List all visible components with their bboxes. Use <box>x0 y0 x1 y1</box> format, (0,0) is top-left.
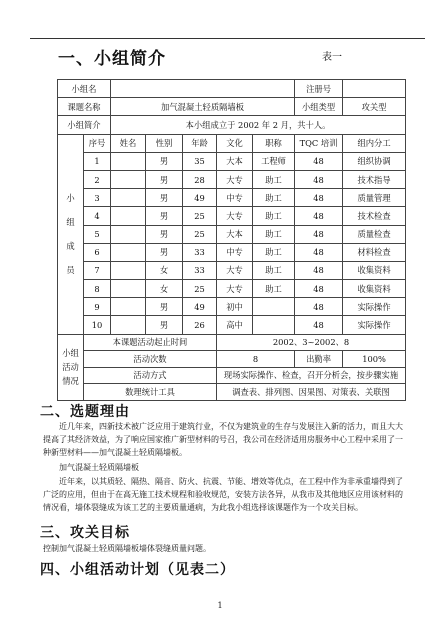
group-name-value <box>111 80 295 98</box>
cell-age: 35 <box>183 152 217 170</box>
table-tag: 表一 <box>322 52 342 63</box>
section-heading-3: 三、攻关目标 <box>40 525 130 541</box>
cell-gender: 男 <box>146 152 183 170</box>
cell-name <box>111 280 146 298</box>
cell-tqc: 48 <box>295 261 343 279</box>
cell-role: 实际操作 <box>343 316 406 334</box>
cell-title: 助工 <box>253 261 295 279</box>
cell-gender: 女 <box>146 280 183 298</box>
table-row <box>58 243 406 261</box>
cell-no: 1 <box>84 152 111 170</box>
table-row <box>58 225 406 243</box>
cell-no: 7 <box>84 261 111 279</box>
topic-label: 课题名称 <box>58 98 111 116</box>
intro-label: 小组简介 <box>58 116 111 134</box>
cell-role: 质量管理 <box>343 189 406 207</box>
cell-gender: 男 <box>146 243 183 261</box>
cell-title <box>253 298 295 316</box>
topic-value: 加气混凝土轻质隔墙板 <box>111 98 295 116</box>
paragraph: 近年来，以其质轻、隔热、隔音、防火、抗震、节能、增效等优点，在工程中作为非承重墙得到了广泛的应用，但由于在高无施工技术规程和验收规范，安装方法各异，从我市及其他地区应用该材料的情况看，墙体裂缝成为该工艺的主要质量通病，为此我小组选择该课题作为一个攻关目标。 <box>43 477 403 512</box>
cell-title: 助工 <box>253 280 295 298</box>
cell-no: 4 <box>84 207 111 225</box>
cell-edu: 中专 <box>217 243 253 261</box>
cell-title <box>253 316 295 334</box>
cell-name <box>111 170 146 188</box>
cell-role: 收集资料 <box>343 280 406 298</box>
cell-no: 10 <box>84 316 111 334</box>
attend-value: 100% <box>343 351 406 368</box>
table-row <box>58 298 406 316</box>
cell-no: 8 <box>84 280 111 298</box>
table-row <box>58 98 406 116</box>
cell-tqc: 48 <box>295 243 343 261</box>
group-info-table <box>57 79 406 401</box>
method-label: 活动方式 <box>84 367 217 384</box>
section-heading-2: 二、选题理由 <box>40 404 130 420</box>
cell-name <box>111 261 146 279</box>
count-label: 活动次数 <box>84 351 217 368</box>
period-label: 本课题活动起止时间 <box>84 334 217 351</box>
members-side-label: 小 组 成 员 <box>58 134 84 334</box>
paragraph: 近几年来，四新技术被广泛应用于建筑行业，不仅为建筑业的生存与发展注入新的活力，而且大大提高了其经济效益，为了响应国家推广新型材料的号召，我公司在经济适用房服务中心工程中采用了一种新型材料——加气混凝土轻质隔墙板。 <box>43 422 403 457</box>
cell-gender: 男 <box>146 189 183 207</box>
cell-age: 25 <box>183 225 217 243</box>
cell-no: 5 <box>84 225 111 243</box>
cell-gender: 男 <box>146 207 183 225</box>
activity-side-label: 小组 活动 情况 <box>58 334 84 400</box>
cell-title: 助工 <box>253 170 295 188</box>
cell-no: 6 <box>84 243 111 261</box>
cell-role: 材料检查 <box>343 243 406 261</box>
cell-age: 28 <box>183 170 217 188</box>
cell-edu: 大专 <box>217 261 253 279</box>
cell-role: 收集资料 <box>343 261 406 279</box>
type-label: 小组类型 <box>295 98 343 116</box>
cell-age: 49 <box>183 298 217 316</box>
table-row <box>58 207 406 225</box>
cell-name <box>111 152 146 170</box>
table-row <box>58 152 406 170</box>
cell-gender: 女 <box>146 261 183 279</box>
table-row <box>58 116 406 134</box>
cell-name <box>111 225 146 243</box>
paragraph: 控制加气混凝土轻质隔墙板墙体裂缝质量问题。 <box>43 544 211 553</box>
cell-role: 质量检查 <box>343 225 406 243</box>
tools-value: 调查表、排列图、因果图、对策表、关联图 <box>217 384 406 401</box>
table-row <box>58 261 406 279</box>
table-row <box>58 189 406 207</box>
col-header: 年龄 <box>183 134 217 152</box>
cell-age: 25 <box>183 280 217 298</box>
cell-edu: 大本 <box>217 152 253 170</box>
cell-edu: 大本 <box>217 225 253 243</box>
col-header: TQC 培训 <box>295 134 343 152</box>
cell-gender: 男 <box>146 170 183 188</box>
section-heading-4: 四、小组活动计划（见表二） <box>40 562 235 578</box>
cell-edu: 高中 <box>217 316 253 334</box>
reg-value <box>343 80 406 98</box>
table-row <box>58 316 406 334</box>
table-row <box>58 334 406 351</box>
cell-edu: 中专 <box>217 189 253 207</box>
cell-role: 组织协调 <box>343 152 406 170</box>
type-value: 攻关型 <box>343 98 406 116</box>
intro-value: 本小组成立于 2002 年 2 月，共十人。 <box>111 116 406 134</box>
cell-name <box>111 316 146 334</box>
cell-title: 助工 <box>253 243 295 261</box>
cell-name <box>111 298 146 316</box>
paragraph: 加气混凝土轻质隔墙板 <box>59 463 139 472</box>
attend-label: 出勤率 <box>295 351 343 368</box>
cell-title: 助工 <box>253 207 295 225</box>
period-value: 2002、3~2002、8 <box>217 334 406 351</box>
count-value: 8 <box>217 351 295 368</box>
cell-edu: 大专 <box>217 207 253 225</box>
cell-tqc: 48 <box>295 207 343 225</box>
cell-gender: 男 <box>146 316 183 334</box>
cell-tqc: 48 <box>295 316 343 334</box>
cell-edu: 初中 <box>217 298 253 316</box>
header-rule <box>30 38 425 39</box>
cell-tqc: 48 <box>295 189 343 207</box>
cell-title: 助工 <box>253 189 295 207</box>
table-row <box>58 80 406 98</box>
table-row <box>58 367 406 384</box>
cell-edu: 大专 <box>217 170 253 188</box>
col-header: 组内分工 <box>343 134 406 152</box>
cell-no: 2 <box>84 170 111 188</box>
reg-label: 注册号 <box>295 80 343 98</box>
cell-edu: 大专 <box>217 280 253 298</box>
table-row <box>58 351 406 368</box>
col-header: 性别 <box>146 134 183 152</box>
page-number: 1 <box>217 601 223 610</box>
table-row <box>58 384 406 401</box>
col-header: 职称 <box>253 134 295 152</box>
table-row <box>58 280 406 298</box>
cell-name <box>111 189 146 207</box>
cell-age: 33 <box>183 243 217 261</box>
cell-tqc: 48 <box>295 225 343 243</box>
group-name-label: 小组名 <box>58 80 111 98</box>
cell-age: 26 <box>183 316 217 334</box>
method-value: 现场实际操作、检查，召开分析会，按步骤实施 <box>217 367 406 384</box>
cell-tqc: 48 <box>295 152 343 170</box>
cell-age: 25 <box>183 207 217 225</box>
cell-name <box>111 243 146 261</box>
cell-tqc: 48 <box>295 298 343 316</box>
cell-age: 33 <box>183 261 217 279</box>
cell-name <box>111 207 146 225</box>
cell-title: 工程师 <box>253 152 295 170</box>
table-row <box>58 170 406 188</box>
cell-gender: 男 <box>146 298 183 316</box>
section-heading-1: 一、小组简介 <box>58 49 166 69</box>
cell-tqc: 48 <box>295 170 343 188</box>
col-header: 姓名 <box>111 134 146 152</box>
table-header-row <box>58 134 406 152</box>
tools-label: 数理统计工具 <box>84 384 217 401</box>
cell-age: 49 <box>183 189 217 207</box>
cell-gender: 男 <box>146 225 183 243</box>
cell-no: 3 <box>84 189 111 207</box>
cell-no: 9 <box>84 298 111 316</box>
col-header: 序号 <box>84 134 111 152</box>
col-header: 文化 <box>217 134 253 152</box>
cell-role: 技术检查 <box>343 207 406 225</box>
cell-tqc: 48 <box>295 280 343 298</box>
cell-role: 实际操作 <box>343 298 406 316</box>
cell-title: 助工 <box>253 225 295 243</box>
cell-role: 技术指导 <box>343 170 406 188</box>
